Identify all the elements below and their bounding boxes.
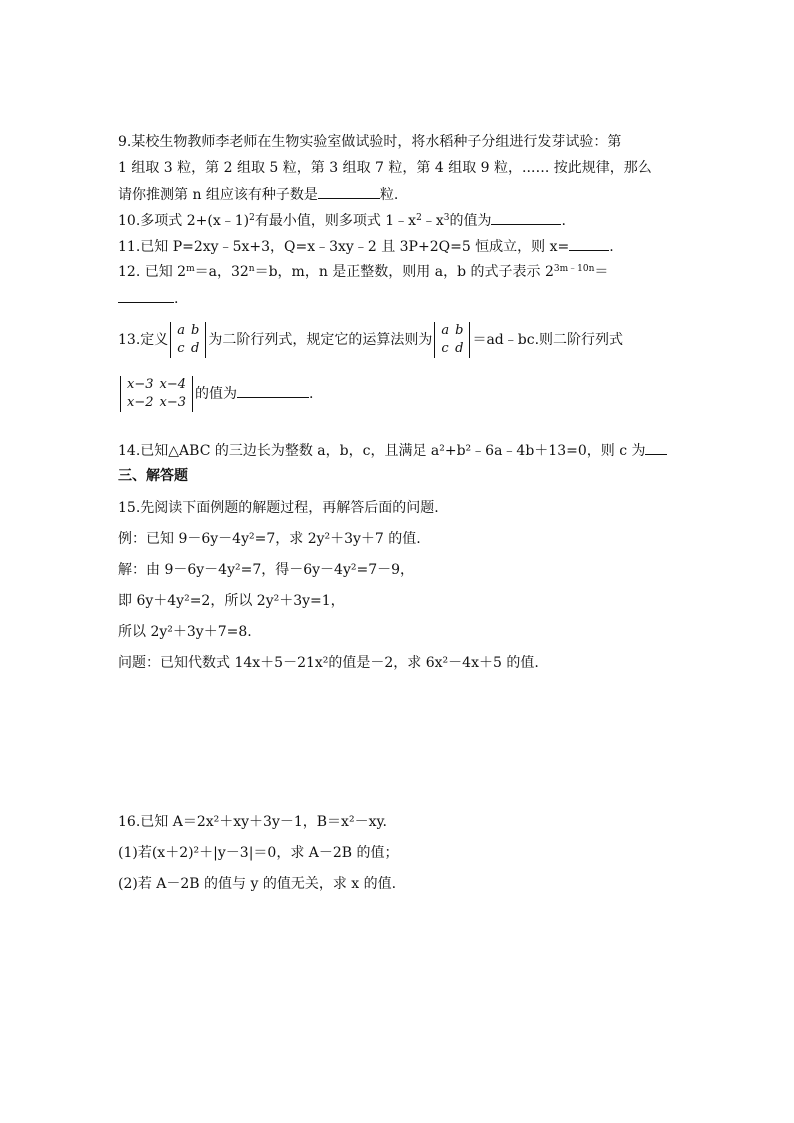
q12-line-2 xyxy=(118,288,704,309)
q13-answer-blank[interactable] xyxy=(237,383,309,398)
q15-line-1: 15.先阅读下面例题的解题过程，再解答后面的问题. xyxy=(118,500,439,516)
det-cell: b xyxy=(455,323,464,338)
q9-line-1: 9.某校生物教师李老师在生物实验室做试验时，将水稻种子分组进行发芽试验：第 xyxy=(118,134,622,150)
q15-line-5: 所以 2y²＋3y＋7=8. xyxy=(118,624,252,640)
q11-answer-blank[interactable] xyxy=(569,236,609,251)
q12-text-4: ＝ xyxy=(594,264,609,280)
q10-text-2: 有最小值，则多项式 1﹣x xyxy=(254,213,417,229)
q12-answer-blank[interactable] xyxy=(118,288,174,303)
det-cell: x−3 xyxy=(159,395,186,410)
q14-text: 14.已知△ABC 的三边长为整数 a，b，c，且满足 a²+b²﹣6a﹣4b＋13=0，则 c 为 xyxy=(118,443,646,459)
q13-text-1: 13.定义 xyxy=(118,332,169,348)
det-cell: a xyxy=(441,323,450,338)
q14-line xyxy=(118,440,704,461)
q10-sup-3: 3 xyxy=(443,213,450,223)
q16-line-2: (1)若(x＋2)²＋|y－3|＝0，求 A－2B 的值； xyxy=(118,845,399,861)
section-title: 三、解答题 xyxy=(118,468,188,484)
q9-line-2: 1 组取 3 粒，第 2 组取 5 粒，第 3 组取 7 粒，第 4 组取 9 粒，..…. 按此规律，那么 xyxy=(118,160,652,176)
q12-text-3: ＝b，m，n 是正整数，则用 a，b 的式子表示 2 xyxy=(254,264,554,280)
q9-line-3-text: 请你推测第 n 组应该有种子数是 xyxy=(118,187,318,203)
det-cell: c xyxy=(177,341,185,356)
q10-line xyxy=(118,210,704,231)
q13-text-4: 的值为 xyxy=(195,386,237,402)
det-cell: d xyxy=(191,341,200,356)
det-cell: d xyxy=(455,341,464,356)
q13-end: . xyxy=(309,386,314,402)
determinant-ab-cd xyxy=(170,322,206,358)
q16-line-3: (2)若 A－2B 的值与 y 的值无关，求 x 的值. xyxy=(118,876,397,892)
q10-text-3: ﹣x xyxy=(421,213,444,229)
q12-end: . xyxy=(174,291,179,307)
q13-text-3: ＝ad﹣bc.则二阶行列式 xyxy=(472,332,624,348)
q11-end: . xyxy=(609,239,614,255)
q10-answer-blank[interactable] xyxy=(491,210,561,225)
q14-answer-blank[interactable] xyxy=(645,440,667,455)
q9-line-3 xyxy=(118,184,704,205)
q12-text-2: ＝a，32 xyxy=(194,264,249,280)
q10-end: . xyxy=(561,213,566,229)
q13-line-2 xyxy=(118,374,704,414)
q13-text-2: 为二阶行列式，规定它的运算法则为 xyxy=(208,332,433,348)
det-cell: a xyxy=(177,323,186,338)
det-cell: x−4 xyxy=(159,377,186,392)
q13-line-1 xyxy=(118,320,704,360)
q11-line xyxy=(118,236,704,257)
q10-text-4: 的值为 xyxy=(449,213,492,229)
det-cell: c xyxy=(441,341,449,356)
q16-line-1: 16.已知 A＝2x²＋xy＋3y－1，B＝x²－xy. xyxy=(118,814,387,830)
determinant-x xyxy=(120,376,193,412)
q12-line-1 xyxy=(118,262,704,282)
det-cell: b xyxy=(191,323,200,338)
q12-sup-exp: 3m﹣10n xyxy=(553,264,595,274)
q15-line-2: 例：已知 9－6y－4y²=7，求 2y²＋3y＋7 的值. xyxy=(118,531,421,547)
q11-text: 11.已知 P=2xy﹣5x+3，Q=x﹣3xy﹣2 且 3P+2Q=5 恒成立，则 x= xyxy=(118,239,570,255)
q12-sup-n: n xyxy=(248,264,255,274)
q12-sup-m: m xyxy=(186,264,195,274)
q9-line-3-end: 粒. xyxy=(379,187,399,203)
q15-line-6: 问题：已知代数式 14x＋5－21x²的值是－2，求 6x²－4x＋5 的值. xyxy=(118,655,539,671)
q15-line-3: 解：由 9－6y－4y²=7，得－6y－4y²=7－9， xyxy=(118,562,415,578)
q9-answer-blank[interactable] xyxy=(318,184,380,199)
q10-text-1: 10.多项式 2+(x﹣1) xyxy=(118,213,250,229)
q12-text-1: 12. 已知 2 xyxy=(118,264,187,280)
determinant-rule xyxy=(434,322,470,358)
q10-sup-1: 2 xyxy=(249,213,255,223)
q10-sup-2: 2 xyxy=(416,213,422,223)
det-cell: x−3 xyxy=(127,377,154,392)
det-cell: x−2 xyxy=(127,395,154,410)
q15-line-4: 即 6y＋4y²=2，所以 2y²＋3y=1， xyxy=(118,593,345,609)
